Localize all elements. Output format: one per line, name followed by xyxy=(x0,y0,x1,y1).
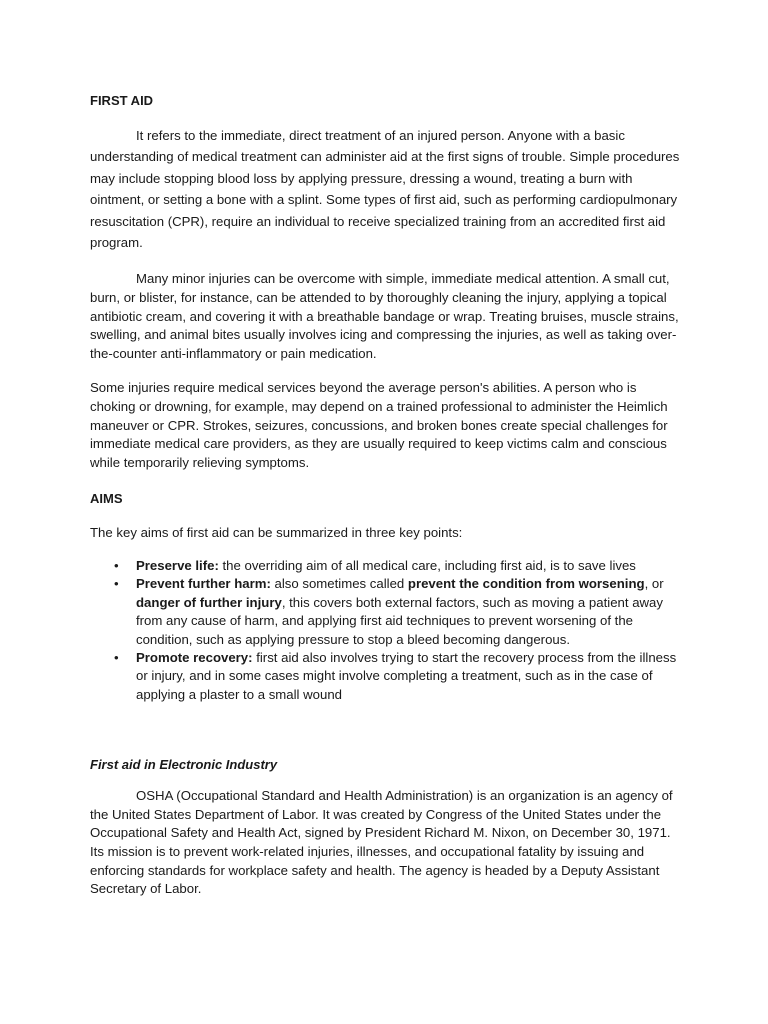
list-item-text: the overriding aim of all medical care, including first aid, is to save lives xyxy=(218,557,636,573)
list-item-prevent-harm xyxy=(90,575,680,649)
list-item-text: also sometimes called xyxy=(270,576,408,592)
list-item-text: , or xyxy=(644,576,664,592)
list-item-emphasis: danger of further injury xyxy=(136,594,282,610)
first-aid-paragraph-2: Many minor injuries can be overcome with simple, immediate medical attention. A small cut, burn, or blister, for instance, can be attended to by thoroughly cleaning the injury, applying a topical antibiotic cream, and covering it with a breathable bandage or wrap. Treating bruises, muscle strains, swelling, and animal bites usually involves icing and compressing the injuries, as well as taking over-the-counter anti-inflammatory or pain medication. xyxy=(90,271,679,361)
list-item-emphasis: prevent the condition from worsening xyxy=(407,576,645,592)
document-page xyxy=(90,92,680,899)
list-item-text: first aid also involves trying to start the recovery process from the illness or injury, and in some cases might involve completing a treatment, such as in the case of applying a plaster to a small wound xyxy=(136,650,677,702)
aims-heading: AIMS xyxy=(90,491,123,507)
aims-list xyxy=(90,557,680,704)
list-item-title: Preserve life: xyxy=(136,557,219,573)
list-item-preserve-life xyxy=(90,557,680,575)
electronic-industry-paragraph: OSHA (Occupational Standard and Health Administration) is an organization is an agency of the United States Department of Labor. It was created by Congress of the United States under the Occupational Safety and Health Act, signed by President Richard M. Nixon, on December 30, 1971. Its mission is to prevent work-related injuries, illnesses, and occupational fatality by issuing and enforcing standards for workplace safety and health. The agency is headed by a Deputy Assistant Secretary of Labor. xyxy=(90,788,673,897)
list-item-title: Prevent further harm: xyxy=(136,576,271,592)
bullet-icon: • xyxy=(114,557,119,573)
bullet-icon: • xyxy=(114,576,119,592)
list-item-title: Promote recovery: xyxy=(136,650,253,665)
list-item-promote-recovery xyxy=(90,649,680,704)
list-item-text: , this covers both external factors, such as moving a patient away from any cause of harm, and applying first aid techniques to prevent worsening of the condition, such as applying pressure to stop a bleed becoming dangerous. xyxy=(136,594,663,647)
electronic-industry-heading: First aid in Electronic Industry xyxy=(90,757,278,773)
aims-intro: The key aims of first aid can be summarized in three key points: xyxy=(90,525,463,541)
first-aid-paragraph-3: Some injuries require medical services beyond the average person's abilities. A person who is choking or drowning, for example, may depend on a trained professional to administer the Heimlich maneuver or CPR. Strokes, seizures, concussions, and broken bones create special challenges for immediate medical care providers, as they are usually required to keep victims calm and conscious while temporarily relieving symptoms. xyxy=(90,380,668,470)
bullet-icon: • xyxy=(114,650,119,665)
first-aid-heading: FIRST AID xyxy=(90,93,154,108)
first-aid-paragraph-1: It refers to the immediate, direct treatment of an injured person. Anyone with a basic understanding of medical treatment can administer aid at the first signs of trouble. Simple procedures may include stopping blood loss by applying pressure, dressing a wound, treating a burn with ointment, or setting a bone with a splint. Some types of first aid, such as performing cardiopulmonary resuscitation (CPR), require an individual to receive specialized training from an accredited first aid program. xyxy=(90,128,680,251)
